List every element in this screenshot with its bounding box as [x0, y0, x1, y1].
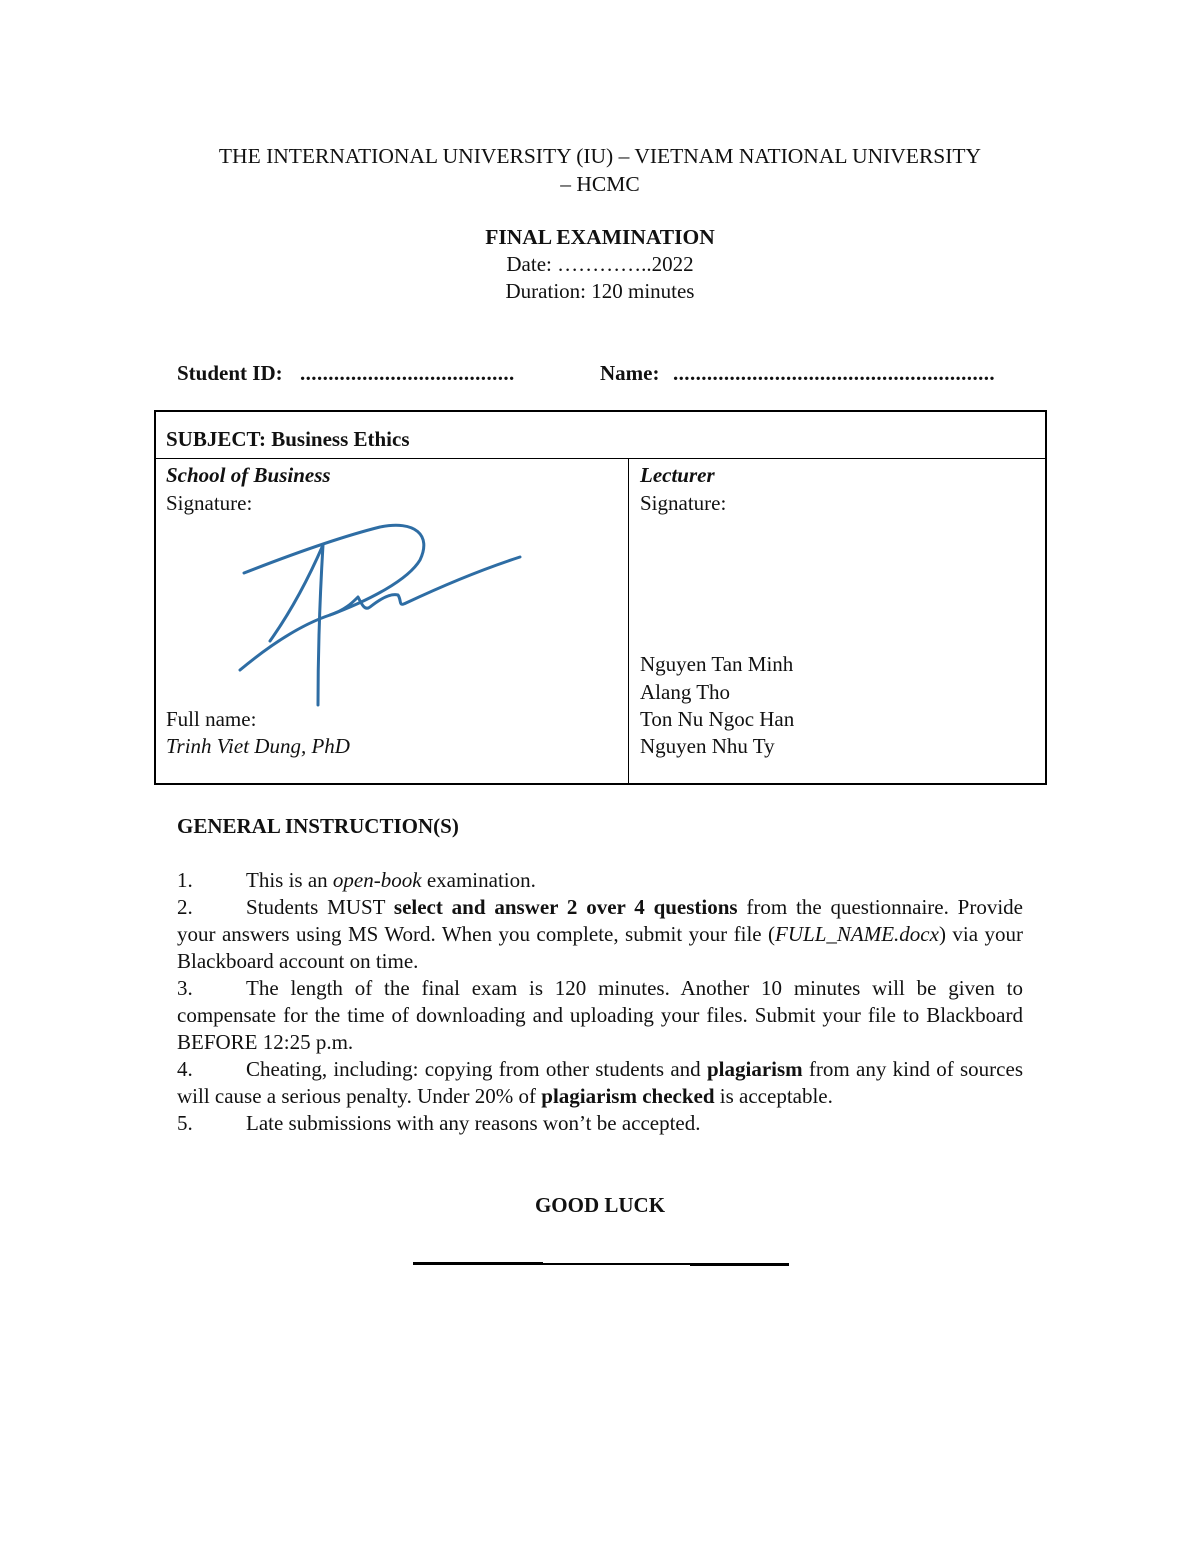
- student-name-label: Name:: [600, 361, 660, 385]
- university-header-line2: – HCMC: [560, 172, 640, 196]
- instruction-item-2: [177, 894, 1023, 975]
- instruction-text: This is an: [246, 868, 333, 892]
- instruction-emphasis: select and answer 2 over 4 questions: [393, 895, 738, 919]
- instruction-text: from the questionnaire. Provide your answers using MS Word. When you complete, submit your file (: [177, 895, 1023, 946]
- lecturer-name-4: Nguyen Nhu Ty: [640, 734, 775, 758]
- school-heading: School of Business: [166, 463, 331, 487]
- instruction-number: 5.: [177, 1111, 193, 1135]
- subject-line: [166, 429, 410, 450]
- subject-label: SUBJECT:: [166, 427, 266, 451]
- instruction-number: 4.: [177, 1057, 193, 1081]
- lecturer-name-2: Alang Tho: [640, 680, 731, 704]
- instructions-title: GENERAL INSTRUCTION(S): [177, 814, 459, 838]
- instruction-text: from any kind of sources will cause a serious penalty. Under 20% of: [177, 1057, 1023, 1108]
- instruction-item-5: [177, 1110, 1023, 1137]
- university-header-line1: THE INTERNATIONAL UNIVERSITY (IU) – VIETNAM NATIONAL UNIVERSITY: [218, 144, 982, 168]
- instruction-text: The length of the final exam is 120 minutes. Another 10 minutes will be given to compensate for the time of downloading and uploading your files. Submit your file to Blackboard BEFORE 12:25 p.m.: [177, 976, 1023, 1054]
- instruction-item-3: [177, 975, 1023, 1056]
- instruction-number: 2.: [177, 895, 193, 919]
- instruction-text: Late submissions with any reasons won’t be accepted.: [246, 1111, 701, 1135]
- instruction-item-1: [177, 867, 1023, 894]
- student-id-label: Student ID:: [177, 361, 283, 385]
- handwritten-signature: [230, 515, 530, 715]
- fullname-value: Trinh Viet Dung, PhD: [166, 734, 350, 758]
- instruction-emphasis: plagiarism: [706, 1057, 803, 1081]
- exam-date: Date: …………..2022: [506, 252, 694, 276]
- box-divider-vertical: [628, 458, 629, 783]
- instruction-emphasis: open-book: [332, 868, 422, 892]
- lecturer-name-3: Ton Nu Ngoc Han: [640, 707, 795, 731]
- instruction-text: ) via your Blackboard account on time.: [177, 922, 1023, 973]
- student-name-field: .........................................................: [673, 361, 996, 385]
- box-divider-horizontal: [156, 458, 1045, 459]
- end-rule-segment: [690, 1264, 789, 1266]
- lecturer-name-1: Nguyen Tan Minh: [640, 652, 794, 676]
- lecturer-heading: Lecturer: [640, 463, 715, 487]
- lecturer-signature-label: Signature:: [640, 491, 727, 515]
- fullname-label: Full name:: [166, 707, 257, 731]
- instruction-text: examination.: [421, 868, 536, 892]
- instruction-filename: FULL_NAME.docx: [775, 922, 939, 946]
- exam-duration: Duration: 120 minutes: [505, 279, 695, 303]
- instruction-number: 1.: [177, 868, 193, 892]
- good-luck-closing: GOOD LUCK: [534, 1193, 666, 1217]
- instruction-text: Cheating, including: copying from other students and: [246, 1057, 707, 1081]
- student-id-field: ......................................: [300, 361, 515, 385]
- instruction-text: is acceptable.: [714, 1084, 833, 1108]
- subject-value: Business Ethics: [271, 427, 410, 451]
- instruction-emphasis: plagiarism checked: [541, 1084, 715, 1108]
- exam-title: FINAL EXAMINATION: [485, 225, 715, 249]
- instruction-text: Students MUST: [246, 895, 394, 919]
- school-signature-label: Signature:: [166, 491, 253, 515]
- instruction-item-4: [177, 1056, 1023, 1110]
- instruction-number: 3.: [177, 976, 193, 1000]
